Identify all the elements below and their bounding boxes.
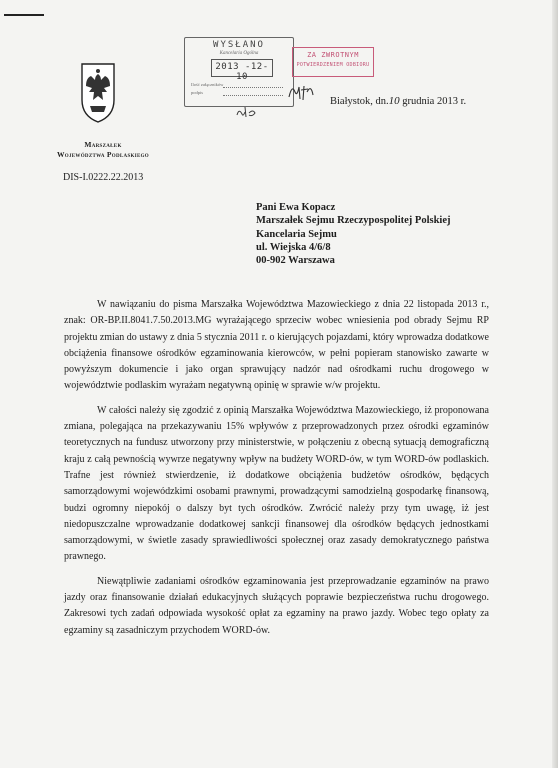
date-suffix: grudnia 2013 r. — [402, 96, 467, 107]
org-line-2: Województwa Podlaskiego — [57, 150, 149, 159]
recipient-line: Kancelaria Sejmu — [256, 228, 337, 240]
date-prefix: Białystok, dn. — [330, 96, 389, 107]
recipient-line: 00-902 Warszawa — [256, 255, 335, 267]
date-line — [330, 95, 466, 107]
org-line-1: Marszałek — [84, 140, 122, 149]
stamp-signature-label: podpis — [191, 90, 204, 95]
stamp-attachments-label: Ilość załączników — [191, 82, 224, 87]
stamp-date: 2013 -12- 10 — [215, 62, 269, 82]
handwritten-note — [234, 104, 264, 120]
red-stamp-line-2: POTWIERDZENIEM ODBIORU — [296, 62, 370, 68]
recipient-line: ul. Wiejska 4/6/8 — [256, 241, 331, 253]
sent-stamp — [184, 37, 294, 107]
recipient-address — [256, 201, 451, 267]
body-paragraph: W całości należy się zgodzić z opinią Marszałka Województwa Mazowieckiego, iż proponowana zmiana, polegająca na przekazywaniu 15% wpływów z przeprowadzonych przez ośrodki egzaminów teoretycznych na fundusz utworzony przy ministerstwie, w połączeniu z obecną sytuacją demograficzną kraju z całą pewnością wywrze negatywny wpływ na budżety WORD-ów, w tym WORD-ów podlaskich. Trafne jest również stwierdzenie, iż dodatkowe obciążenia budżetów ośrodków, będących samorządowymi wojewódzkimi osobami prawnymi, prowadzącymi samodzielną gospodarkę finansową, budzi ogromny niepokój o dalszy byt tych ośrodków. Zwrócić należy przy tym uwagę, iż jest niedopuszczalne wprowadzanie dodatkowej sankcji finansowej dla ośrodków będących jednostkami samorządowymi, w świetle zasady sprawiedliwości społecznej oraz zasady demokratycznego państwa prawnego. — [64, 404, 489, 563]
signature-icon — [286, 80, 316, 102]
return-receipt-stamp — [292, 47, 374, 77]
body-paragraph: W nawiązaniu do pisma Marszałka Województwa Mazowieckiego z dnia 22 listopada 2013 r., znak: OR-BP.II.8041.7.50.2013.MG wyrażającego sprzeciw wobec wniesienia pod obrady Sejmu RP projektu zmian do ustawy z dnia 5 stycznia 2011 r. o kierujących pojazdami, który wprowadza dodatkowe obciążenia finansowe ośrodków egzaminowania kierowców, w pełni popieram stanowisko zawarte w powyższym dokumencie i jako organ sprawujący nadzór nad ośrodkami ruchu drogowego w województwie podlaskim wyrażam negatywną opinię w sprawie w/w projektu. — [64, 299, 489, 392]
stamp-dotted-line — [223, 95, 283, 96]
red-stamp-line-1: ZA ZWROTNYM — [307, 51, 359, 59]
recipient-line: Pani Ewa Kopacz — [256, 202, 336, 213]
stamp-title: WYSŁANO — [213, 40, 265, 50]
page-edge-shadow — [552, 0, 558, 768]
stamp-subtitle: Kancelaria Ogólna — [219, 51, 259, 56]
stamp-dotted-line — [223, 87, 283, 88]
reference-number: DIS-I.0222.22.2013 — [63, 172, 144, 183]
date-day: 10 — [388, 95, 400, 107]
corner-mark — [4, 14, 44, 16]
org-name — [38, 140, 168, 160]
letter-body — [64, 297, 489, 647]
recipient-line: Marszałek Sejmu Rzeczypospolitej Polskiej — [256, 215, 451, 227]
white-eagle-coat-of-arms-icon — [80, 62, 116, 124]
body-paragraph: Niewątpliwie zadaniami ośrodków egzaminowania jest przeprowadzanie egzaminów na prawo jazdy oraz finansowanie działań edukacyjnych służących poprawie bezpieczeństwa ruchu drogowego. Zakresowi tych zadań odpowiada wysokość opłat za egzaminy na prawo jazdy. Wobec tego opłaty za egzaminy są zasadniczym przychodem WORD-ów. — [64, 575, 489, 636]
stamp-date-box — [211, 59, 273, 82]
